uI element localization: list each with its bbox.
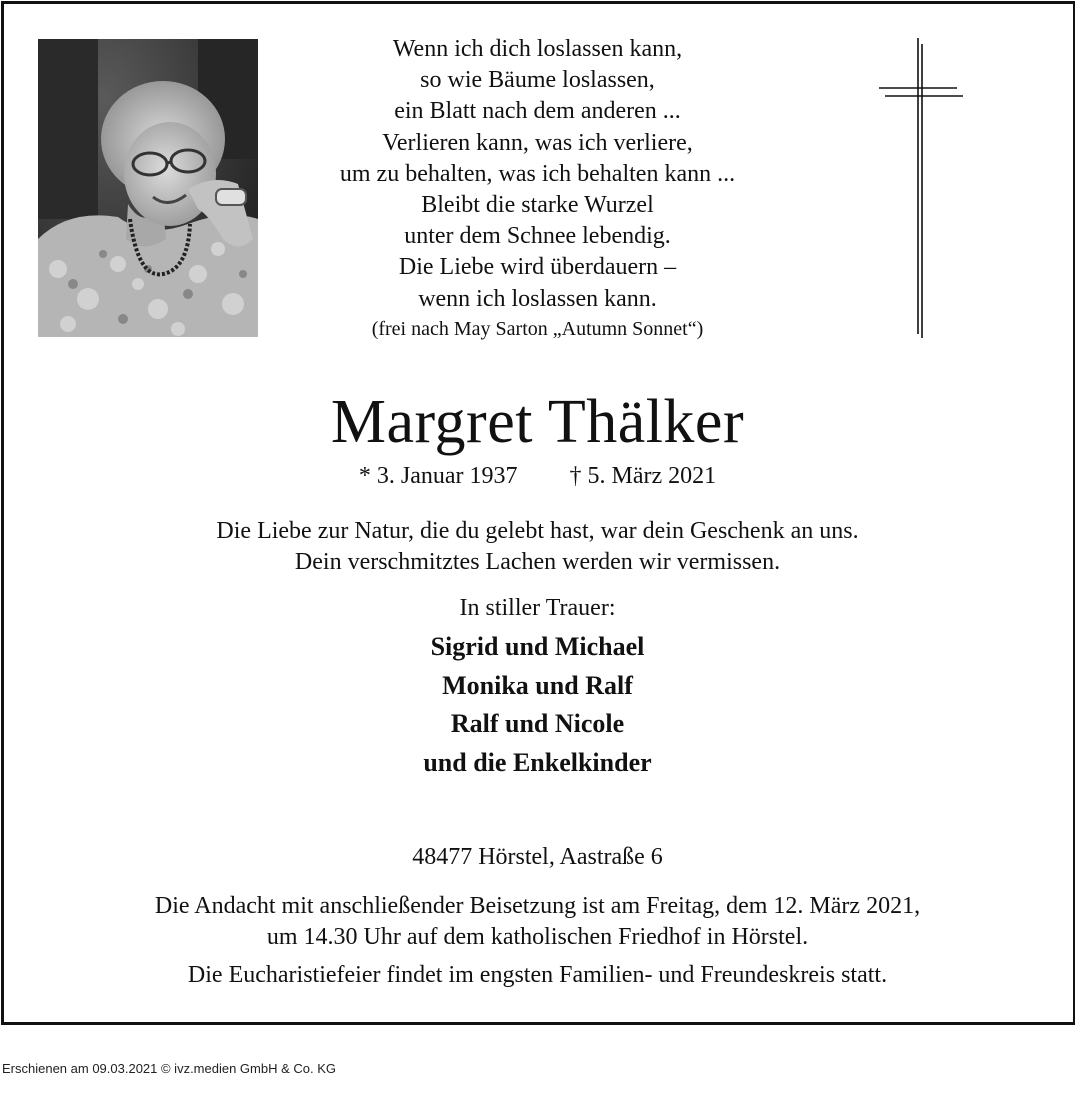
deceased-name: Margret Thälker xyxy=(330,388,745,456)
tribute-line: Dein verschmitztes Lachen werden wir vermissen. xyxy=(294,549,781,575)
service-line: Die Andacht mit anschließender Beisetzung ist am Freitag, dem 12. März 2021, xyxy=(154,893,921,919)
poem-line: unter dem Schnee lebendig. xyxy=(404,223,671,250)
life-dates xyxy=(0,460,1075,492)
mourner-name: Ralf und Nicole xyxy=(450,709,625,738)
poem-line: um zu behalten, was ich behalten kann ... xyxy=(339,160,736,187)
poem-line: Die Liebe wird überdauern – xyxy=(398,254,677,281)
address: 48477 Hörstel, Aastraße 6 xyxy=(412,844,663,870)
mourner-list xyxy=(0,628,1075,782)
poem-line: Verlieren kann, was ich verliere, xyxy=(382,129,693,156)
portrait-photo xyxy=(38,39,258,337)
service-line: um 14.30 Uhr auf dem katholischen Friedhof in Hörstel. xyxy=(266,924,809,950)
mourner-name: Monika und Ralf xyxy=(442,670,633,700)
poem xyxy=(290,34,785,343)
cross-icon xyxy=(875,38,967,338)
poem-line: ein Blatt nach dem anderen ... xyxy=(394,98,681,125)
tribute-line: Die Liebe zur Natur, die du gelebt hast, war dein Geschenk an uns. xyxy=(216,518,859,544)
tribute-text xyxy=(0,516,1075,578)
mourning-intro: In stiller Trauer: xyxy=(459,595,616,621)
death-date: † 5. März 2021 xyxy=(569,463,717,489)
poem-source: (frei nach May Sarton „Autumn Sonnet“) xyxy=(371,317,704,340)
eucharist-info: Die Eucharistiefeier findet im engsten Familien- und Freundeskreis statt. xyxy=(187,962,888,988)
service-info xyxy=(0,891,1075,953)
mourner-name: und die Enkelkinder xyxy=(423,747,652,777)
poem-line: Wenn ich dich loslassen kann, xyxy=(392,36,683,62)
publication-footer: Erschienen am 09.03.2021 © ivz.medien GmbH & Co. KG xyxy=(2,1061,337,1076)
poem-line: so wie Bäume loslassen, xyxy=(420,67,655,94)
mourner-name: Sigrid und Michael xyxy=(430,632,645,661)
poem-line: wenn ich loslassen kann. xyxy=(418,285,657,312)
poem-line: Bleibt die starke Wurzel xyxy=(421,192,654,219)
birth-date: * 3. Januar 1937 xyxy=(358,463,518,489)
